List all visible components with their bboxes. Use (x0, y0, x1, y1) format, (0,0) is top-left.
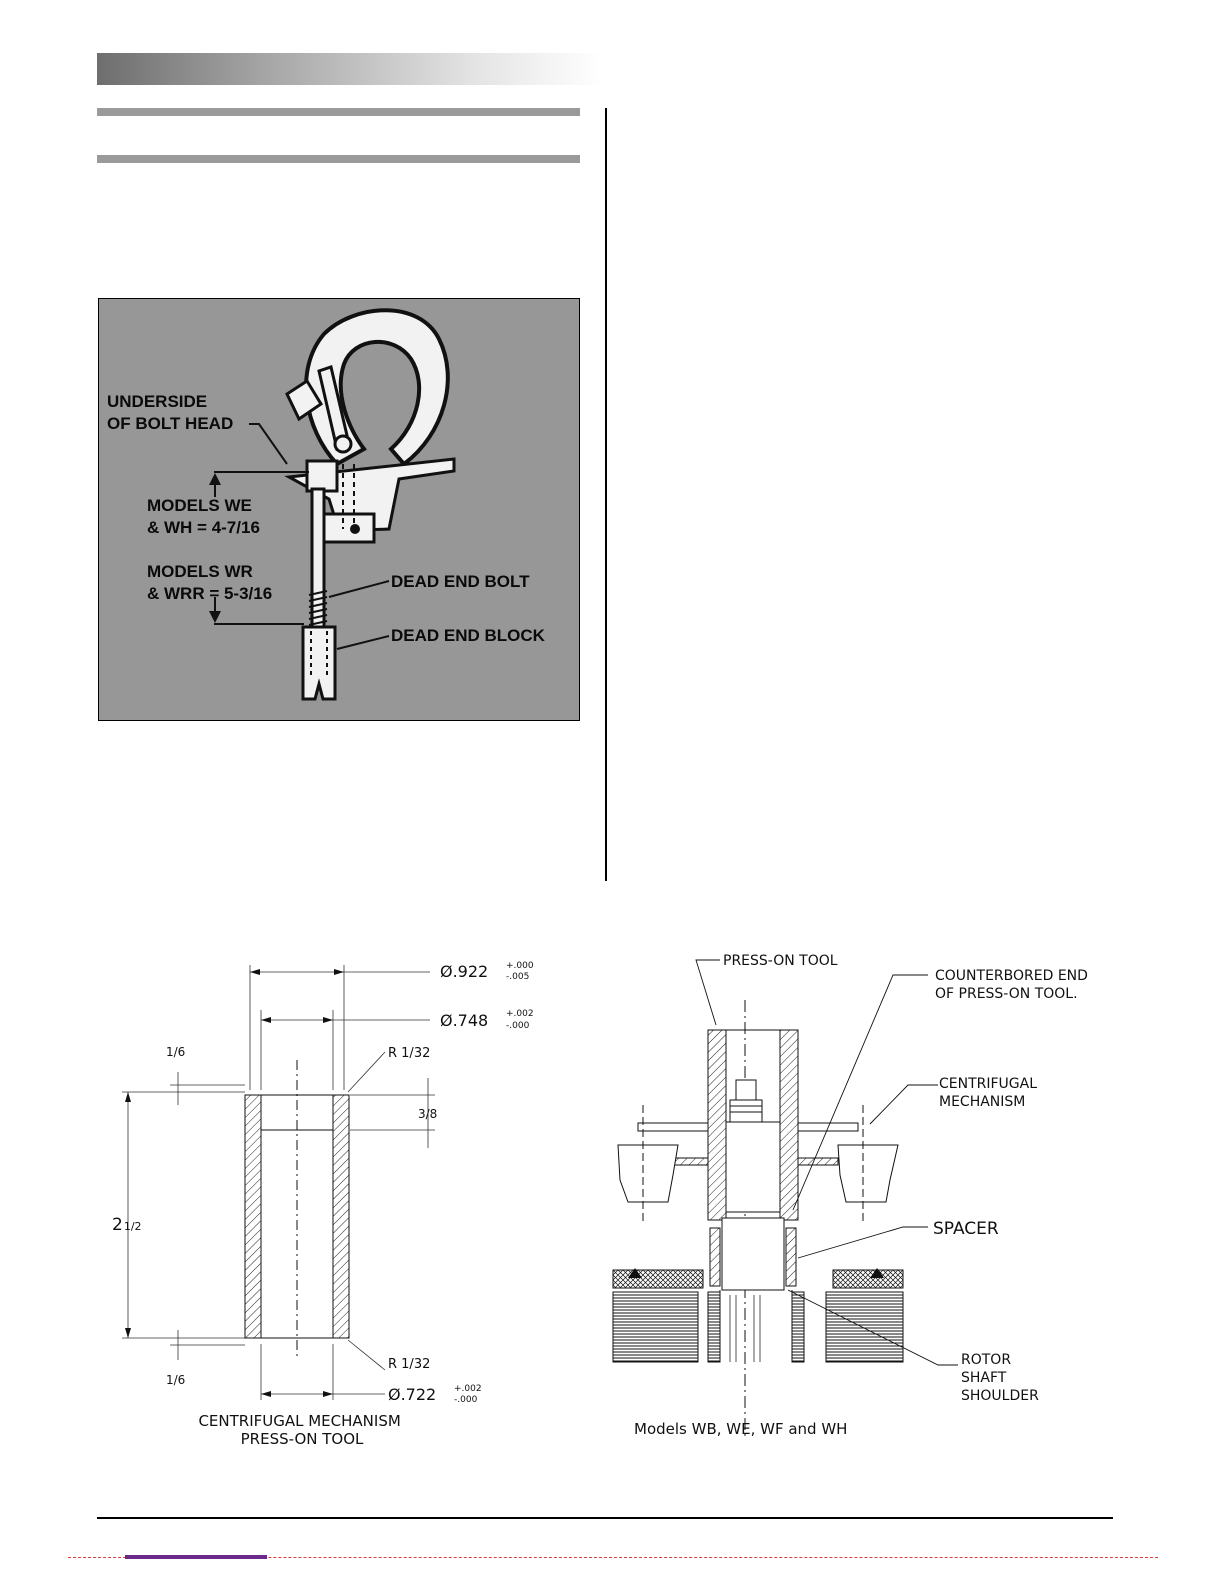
dim-counterbore-dia: Ø.748 (440, 1011, 489, 1030)
dim-length (112, 1215, 142, 1235)
centrifugal-line-2: MECHANISM (939, 1094, 1026, 1110)
photo-label-dead-end-bolt: DEAD END BOLT (391, 572, 530, 591)
dim-radius-bottom: R 1/32 (388, 1357, 431, 1372)
caption-line-1: CENTRIFUGAL MECHANISM (198, 1412, 401, 1430)
label-counterbored-end (935, 968, 1092, 1002)
dim-counterbore-tol-minus: -.000 (506, 1021, 530, 1031)
assembly-caption: Models WB, WE, WF and WH (634, 1420, 848, 1438)
header-gradient-band (97, 53, 602, 85)
dim-outer-tol-minus-value: .005 (509, 972, 530, 982)
label-rotor-shaft-shoulder (961, 1352, 1039, 1404)
rotor-line-1: ROTOR (961, 1352, 1012, 1368)
centrifugal-line-1: CENTRIFUGAL (939, 1076, 1038, 1092)
rotor-line-3: SHOULDER (961, 1388, 1039, 1404)
press-on-tool-caption (198, 1412, 405, 1448)
photo-label-models-wr (147, 562, 272, 603)
column-divider (605, 108, 607, 881)
underside-line-2: OF BOLT HEAD (107, 414, 234, 433)
photo-label-dead-end-block: DEAD END BLOCK (391, 626, 545, 645)
dead-end-bolt-photo (98, 298, 580, 721)
dim-counterbore-tol-plus: +.002 (506, 1009, 534, 1019)
dim-inner-tol-minus-value: .000 (457, 1395, 478, 1405)
dim-radius-top: R 1/32 (388, 1046, 431, 1061)
label-press-on-tool: PRESS-ON TOOL (723, 953, 838, 969)
models-we-line-1: MODELS WE (147, 496, 252, 515)
dim-outer-dia: Ø.922 (440, 962, 489, 981)
dead-end-bolt-illustration (99, 299, 581, 722)
dim-chamfer-bottom: 1/6 (166, 1373, 186, 1387)
dim-inner-dia: Ø.722 (388, 1385, 437, 1404)
dim-outer-tol-minus: -.005 (506, 972, 530, 982)
dim-inner-tol-plus: +.002 (454, 1384, 482, 1394)
dim-chamfer-top: 1/6 (166, 1045, 186, 1059)
dim-inner-dia-value: .722 (400, 1385, 437, 1404)
dim-outer-tol-plus-value: .000 (513, 961, 534, 971)
dim-inner-tol-plus-value: .002 (461, 1384, 482, 1394)
assembly-drawing (608, 940, 1118, 1450)
press-on-tool-drawing (100, 940, 534, 1460)
dim-outer-dia-value: .922 (452, 962, 489, 981)
models-wr-line-1: MODELS WR (147, 562, 253, 581)
dim-counterbore-dia-value: .748 (452, 1011, 489, 1030)
footer-purple-bar (125, 1555, 267, 1559)
dim-length-whole: 2 (112, 1215, 123, 1235)
models-wr-line-2: & WRR = 5-3/16 (147, 584, 273, 603)
models-we-line-2: & WH = 4-7/16 (147, 518, 260, 537)
photo-label-models-we (147, 496, 260, 537)
dim-inner-tol-minus: -.000 (454, 1395, 478, 1405)
dim-counterbore-depth: 3/8 (418, 1107, 438, 1121)
underside-line-1: UNDERSIDE (107, 392, 208, 411)
rotor-line-2: SHAFT (961, 1370, 1007, 1386)
dim-counterbore-tol-minus-value: .000 (509, 1021, 530, 1031)
dim-outer-tol-plus: +.000 (506, 961, 534, 971)
label-centrifugal-mechanism (939, 1076, 1041, 1110)
dim-length-fraction: 1/2 (123, 1220, 142, 1233)
dim-counterbore-tol-plus-value: .002 (513, 1009, 534, 1019)
counterbored-line-1: COUNTERBORED END (935, 968, 1088, 984)
photo-label-underside (107, 392, 233, 433)
label-spacer: SPACER (933, 1219, 999, 1239)
section-rule-top (97, 108, 580, 116)
footer-rule (97, 1517, 1113, 1519)
counterbored-line-2: OF PRESS-ON TOOL. (935, 986, 1078, 1002)
section-rule-bottom (97, 155, 580, 163)
caption-line-2: PRESS-ON TOOL (240, 1430, 364, 1448)
